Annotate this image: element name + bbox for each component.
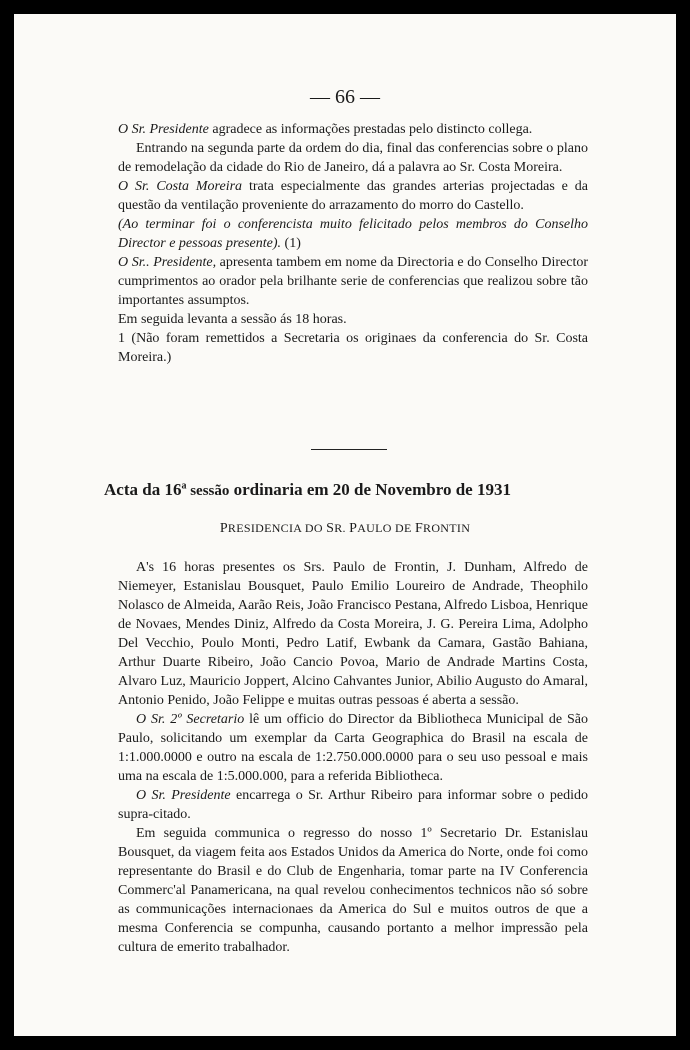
smallcap-initial: P [349,521,358,536]
smallcap-initial: S [326,521,335,536]
footnote [118,329,588,367]
section-divider [311,449,387,450]
paragraph [118,786,588,824]
document-page [14,14,676,1036]
paragraph [118,139,588,177]
paragraph [118,120,588,139]
paragraph-text: trata especialmente das grandes arterias projectadas e da questão da ventilação proveniente do arrazamento do morro do Castello. [118,179,588,213]
smallcap-text: AULO DE [357,521,415,535]
paragraph-text: Em seguida communica o regresso do nosso 1º Secretario Dr. Estanislau Bousquet, da viagem feita aos Estados Unidos da America do Norte, onde foi como representante do Brasil e do Club de Engenharia, tomar parte na IV Conferencia Commerc'al Panamericana, na qual revelou conhecimentos technicos não só sobre as communicações internacionaes da America do Sul e muitos outros de que a mesma Conferencia se compunha, causando portanto a melhor impressão pela cultura de emerito trabalhador. [118,826,588,955]
heading-ordinal: a [181,480,187,492]
minutes-conclusion [118,120,588,367]
smallcap-initial: F [414,521,424,536]
smallcap-initial: P [219,521,228,536]
paragraph-text: apresenta tambem em nome da Directoria e do Conselho Director cumprimentos ao orador pela brilhante serie de conferencias que realizou sobre tão importantes assumptos. [118,255,588,308]
presidency-line [14,521,676,537]
paragraph-text: encarrega o Sr. Arthur Ribeiro para informar sobre o pedido supra-citado. [118,788,588,822]
section-heading [104,480,604,500]
smallcap-text: RONTIN [423,521,471,535]
paragraph-text: agradece as informações prestadas pelo distincto collega. [208,122,533,137]
footnote-text: 1 (Não foram remettidos a Secretaria os originaes da conferencia do Sr. Costa Moreira.) [118,331,588,365]
smallcap-text: RESIDENCIA DO [227,521,327,535]
heading-sessao: sessão [186,483,230,499]
page-number: — 66 — [310,86,380,108]
speaker: O Sr. 2º Secretario [136,712,245,727]
paragraph-text: A's 16 horas presentes os Srs. Paulo de Frontin, J. Dunham, Alfredo de Niemeyer, Estanislau Bousquet, Paulo Emilio Loureiro de Andrade, Theophilo Nolasco de Almeida, Aarão Reis, João Francisco Pestana, Alfredo Lisboa, Henrique de Novaes, Mendes Diniz, Alfredo da Costa Moreira, J. G. Pereira Lima, Adolpho Del Vecchio, Poulo Monti, Pedro Latif, Ewbank da Camara, Gastão Bahiana, Arthur Duarte Ribeiro, João Cancio Povoa, Mario de Andrade Martins Costa, Alvaro Luz, Mauricio Joppert, Alcino Cahvantes Junior, Abilio Augusto do Amaral, Antonio Penido, João Felippe e muitas outras pessoas é aberta a sessão. [118,560,588,708]
paragraph-text: (1) [281,236,301,251]
paragraph-text: Entrando na segunda parte da ordem do dia, final das conferencias sobre o plano de remodelação da cidade do Rio de Janeiro, dá a palavra ao Sr. Costa Moreira. [118,141,588,175]
paragraph-text: Em seguida levanta a sessão ás 18 horas. [118,312,347,327]
smallcap-text: R. [334,521,350,535]
speaker: O Sr. Presidente [136,788,231,803]
speaker: O Sr. Costa Moreira [118,179,243,194]
paragraph [118,215,588,253]
paragraph [118,253,588,310]
stage-note: (Ao terminar foi o conferencista muito felicitado pelos membros do Conselho Director e pessoas presente). [118,217,588,251]
paragraph [118,824,588,957]
paragraph [118,177,588,215]
heading-prefix: Acta da 16 [104,480,182,499]
speaker: O Sr. Presidente [118,122,209,137]
paragraph [118,310,588,329]
paragraph-text: lê um officio do Director da Bibliotheca Municipal de São Paulo, solicitando um exemplar da Carta Geographica do Brasil na escala de 1:1.000.0000 e outro na escala de 1:2.750.000.0000 para o seu uso pessoal e mais uma na escala de 1:5.000.000, para a referida Bibliotheca. [118,712,588,784]
speaker: O Sr.. Presidente, [118,255,217,270]
heading-suffix: ordinaria em 20 de Novembro de 1931 [229,480,511,499]
paragraph [118,558,588,710]
minutes-body [118,558,588,957]
paragraph [118,710,588,786]
